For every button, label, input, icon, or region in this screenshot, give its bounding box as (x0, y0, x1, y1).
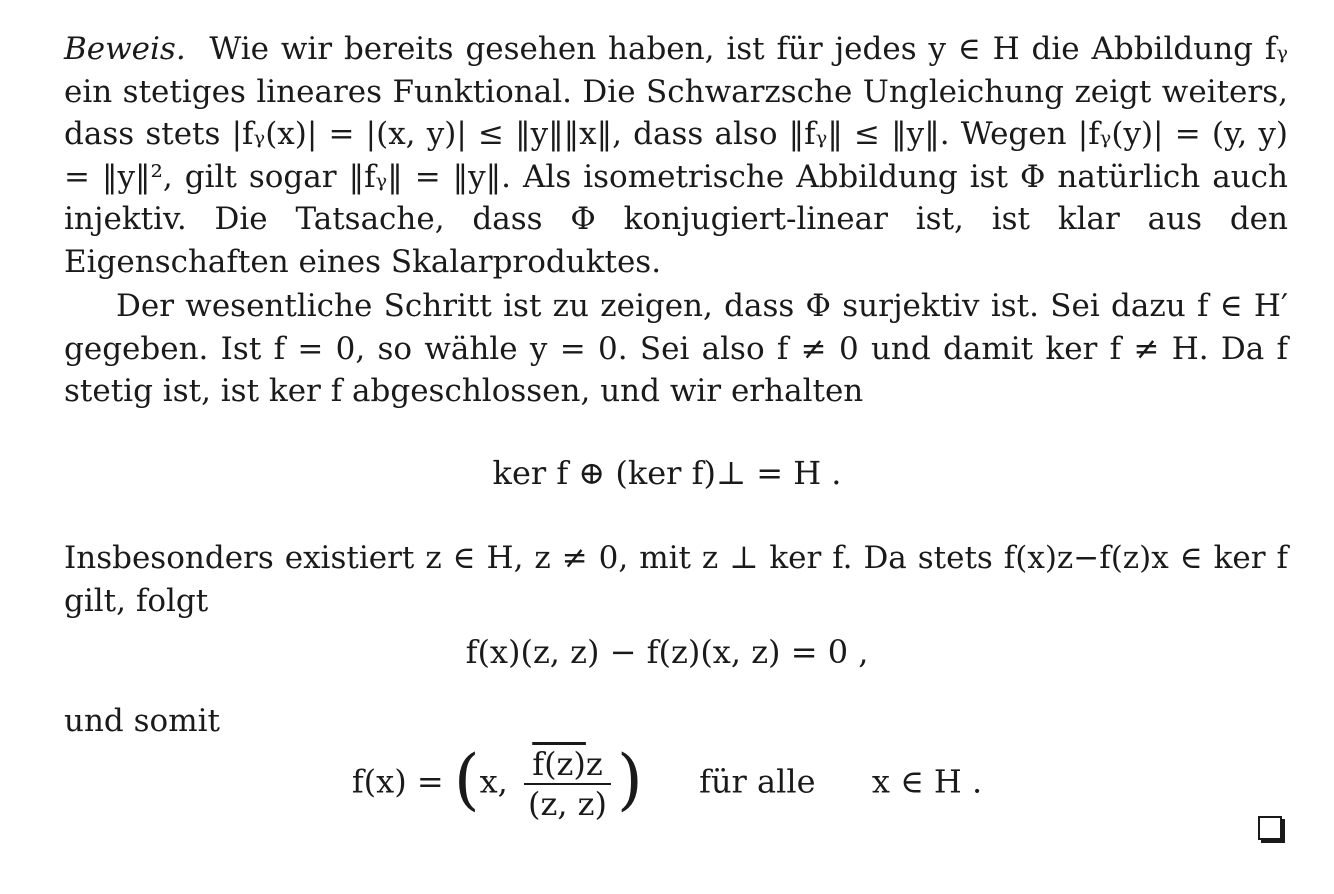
proof-paragraph-1 (64, 28, 1288, 283)
eq3-close-paren: ) (617, 741, 643, 818)
equation-representation (0, 741, 1334, 823)
eq3-condition: x ∈ H . (871, 762, 983, 801)
eq3-numerator (528, 745, 607, 783)
eq3-arg: x, (479, 762, 508, 801)
proof-lead: Beweis. (64, 31, 186, 67)
proof-text-1: Wie wir bereits gesehen haben, ist für jedes y ∈ H die Abbildung fᵧ ein stetiges lineares Funktional. Die Schwarzsche Ungleichung zeigt weiters, dass stets |fᵧ(x)| = |(x, y)| ≤ ‖y‖‖x‖, dass also ‖fᵧ‖ ≤ ‖y‖. Wegen |fᵧ(y)| = (y, y) = ‖y‖², gilt sogar ‖fᵧ‖ = ‖y‖. Als isometrische Abbildung ist Φ natürlich auch injektiv. Die Tatsache, dass Φ konjugiert-linear ist, ist klar aus den Eigenschaften eines Skalarproduktes. (64, 31, 1289, 280)
proof-paragraph-3: Insbesonders existiert z ∈ H, z ≠ 0, mit z ⊥ ker f. Da stets f(x)z−f(z)x ∈ ker f gilt, folgt (64, 540, 1288, 619)
eq3-numerator-conjugate: f(z) (532, 745, 586, 783)
qed-symbol (1258, 816, 1282, 840)
eq3-lhs: f(x) = (351, 762, 444, 801)
eq3-denominator: (z, z) (524, 783, 611, 823)
equation-kernel-decomposition: ker f ⊕ (ker f)⊥ = H . (492, 454, 842, 492)
proof-paragraph-2: Der wesentliche Schritt ist zu zeigen, dass Φ surjektiv ist. Sei dazu f ∈ H′ gegeben. Ist f = 0, so wähle y = 0. Sei also f ≠ 0 und damit ker f ≠ H. Da f stetig ist, ist ker f abgeschlossen, und wir erhalten (64, 288, 1288, 409)
eq3-open-paren: ( (453, 741, 480, 818)
eq3-text: für alle (699, 762, 816, 801)
equation-linear-combination: f(x)(z, z) − f(z)(x, z) = 0 , (465, 633, 869, 671)
eq3-fraction (524, 745, 611, 823)
proof-paragraph-4: und somit (64, 703, 220, 739)
eq3-numerator-rest: z (585, 745, 603, 783)
